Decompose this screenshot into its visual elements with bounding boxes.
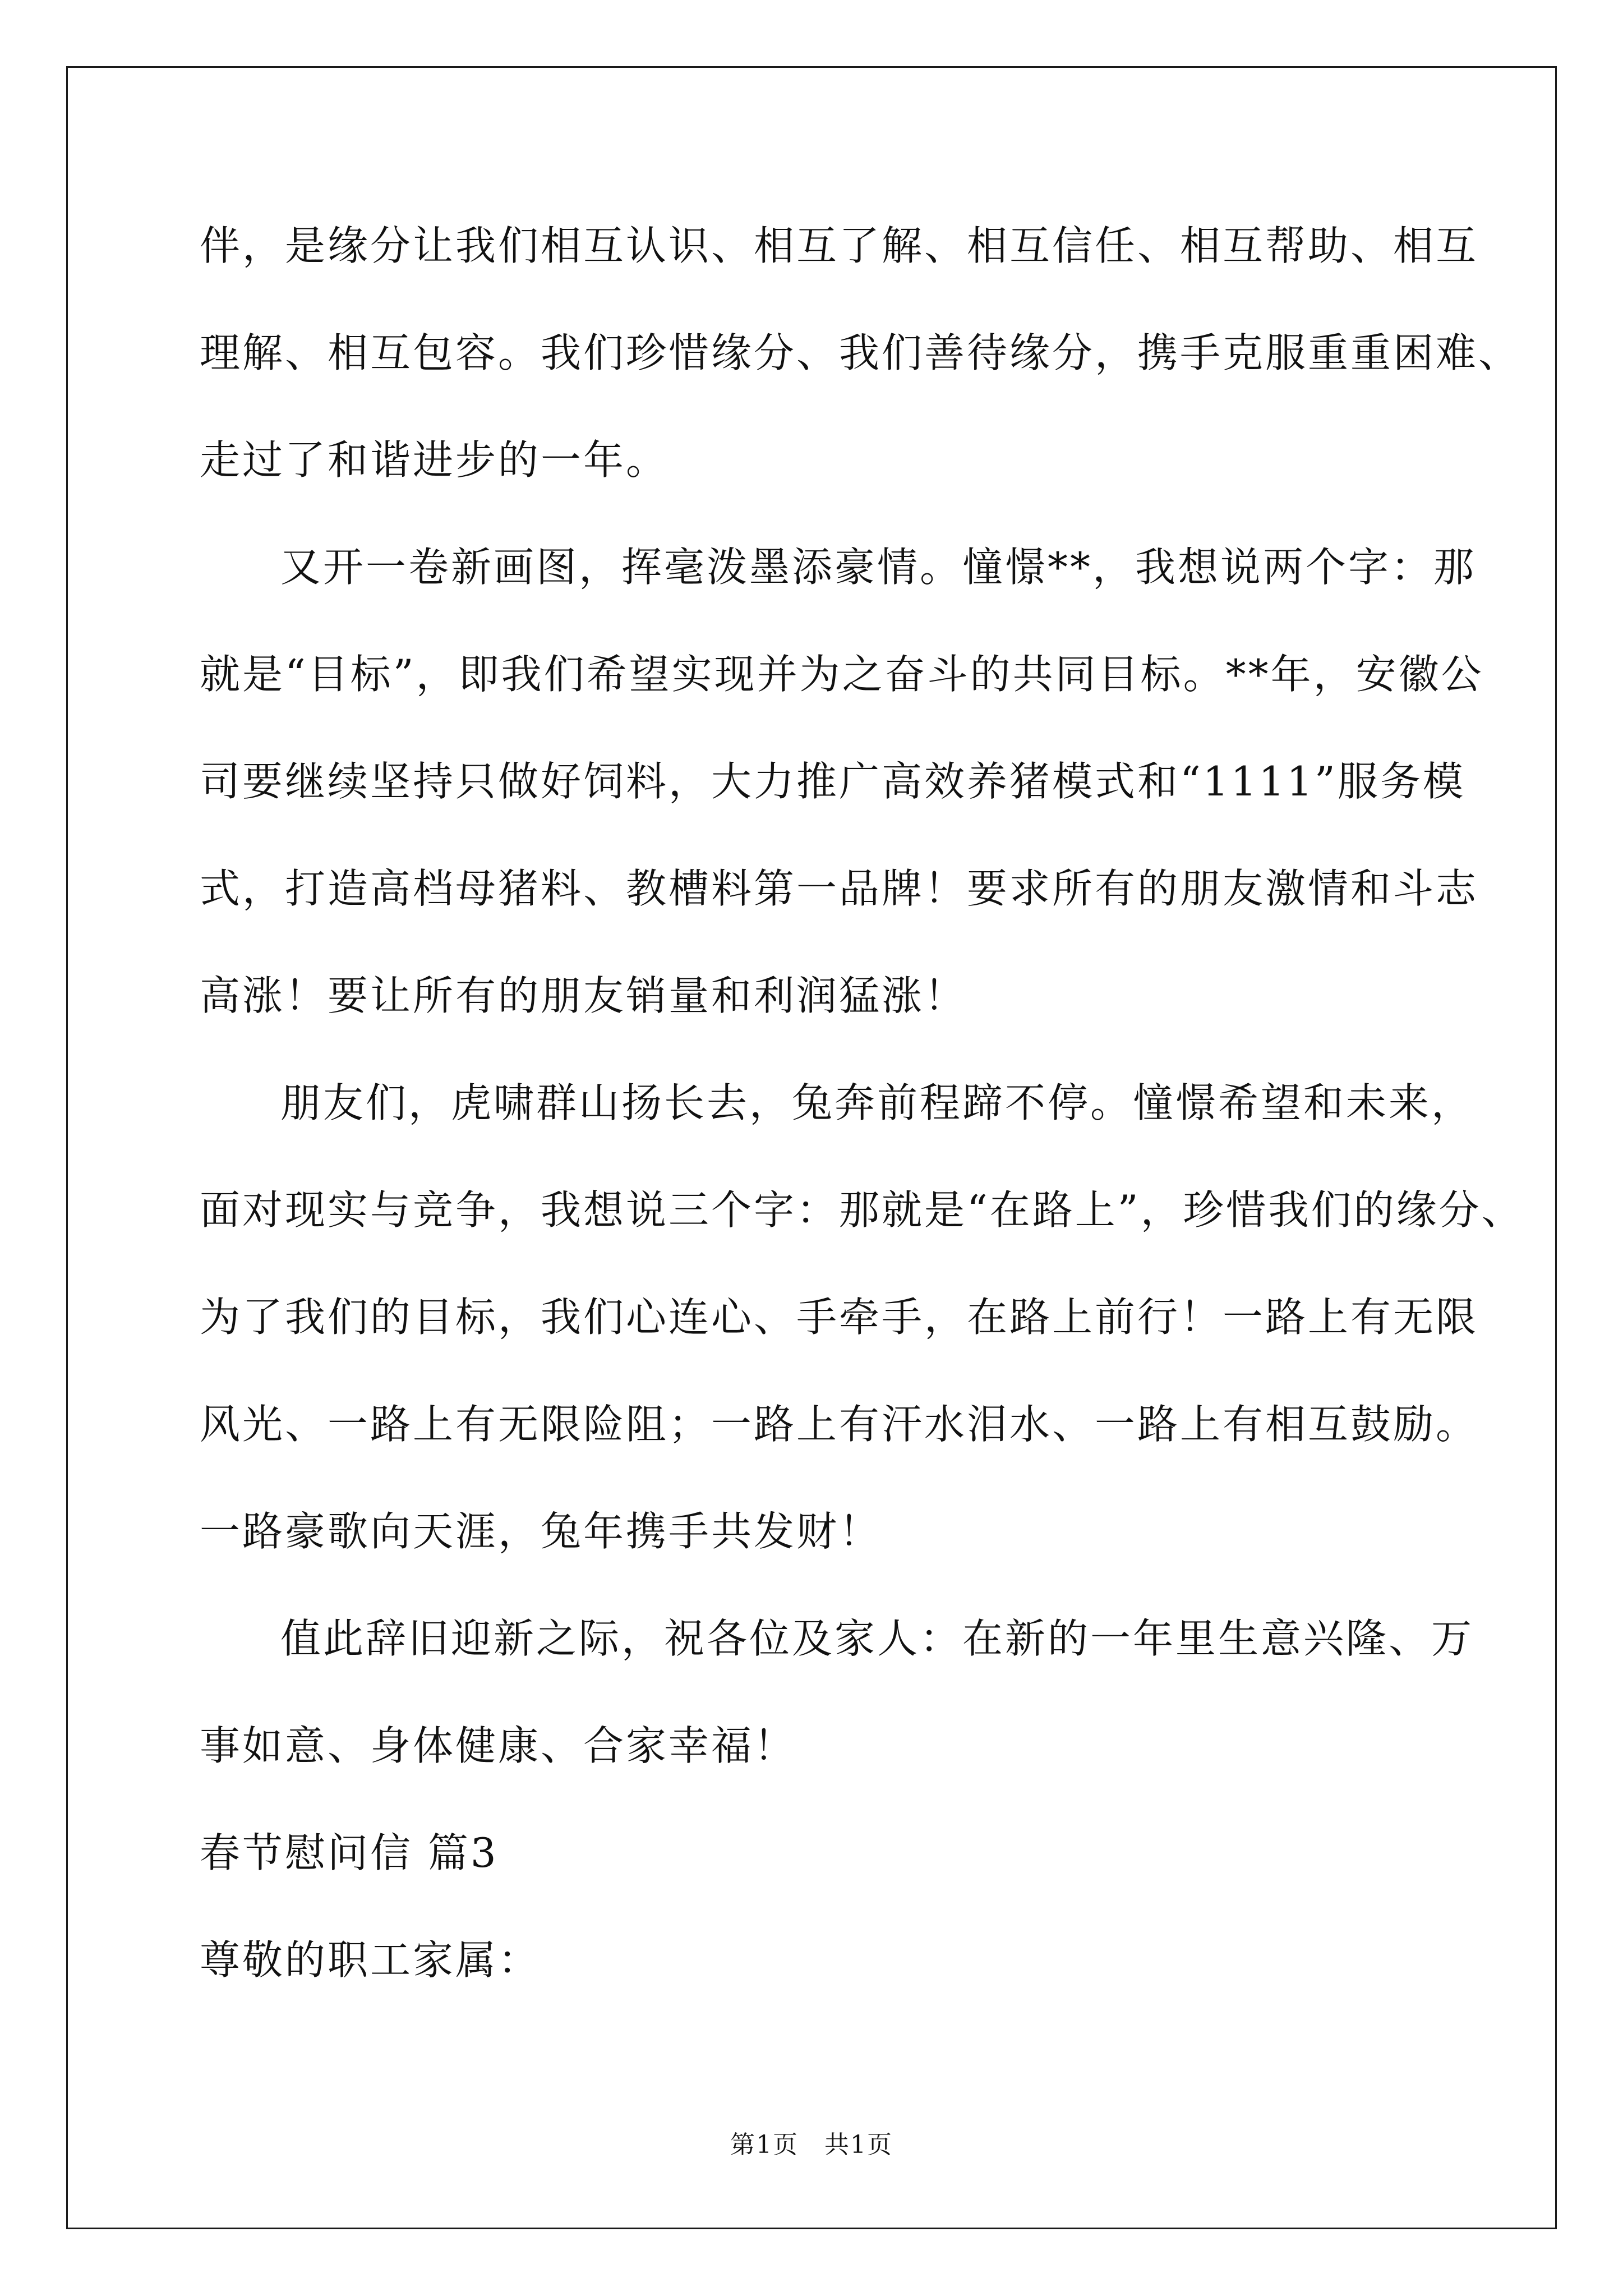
page-border: [66, 66, 1557, 2229]
page-number-footer: 第1页 共1页: [730, 2131, 893, 2159]
paragraph-start: 又开一卷新画图，挥毫泼墨添豪情。憧憬**，我想说两个字：那: [280, 544, 1477, 591]
text-line: 就是“目标”，即我们希望实现并为之奋斗的共同目标。**年，安徽公: [200, 651, 1484, 698]
text-line: 走过了和谐进步的一年。: [200, 436, 669, 484]
text-line: 司要继续坚持只做好饲料，大力推广高效养猪模式和“1111”服务模: [200, 758, 1465, 805]
text-line: 一路豪歌向天涯，兔年携手共发财！: [200, 1508, 882, 1555]
text-line: 为了我们的目标，我们心连心、手牵手，在路上前行！一路上有无限: [200, 1294, 1479, 1341]
text-line: 理解、相互包容。我们珍惜缘分、我们善待缘分，携手克服重重困难、: [200, 329, 1521, 376]
paragraph-start: 值此辞旧迎新之际，祝各位及家人：在新的一年里生意兴隆、万: [280, 1615, 1474, 1662]
text-line: 事如意、身体健康、合家幸福！: [200, 1722, 797, 1769]
text-line: 伴，是缘分让我们相互认识、相互了解、相互信任、相互帮助、相互: [200, 222, 1479, 269]
text-line: 式，打造高档母猪料、教槽料第一品牌！要求所有的朋友激情和斗志: [200, 865, 1479, 912]
paragraph-start: 朋友们，虎啸群山扬长去，兔奔前程蹄不停。憧憬希望和未来，: [280, 1079, 1474, 1126]
section-heading: 春节慰问信 篇3: [200, 1829, 499, 1876]
text-line: 高涨！要让所有的朋友销量和利润猛涨！: [200, 972, 967, 1019]
salutation: 尊敬的职工家属：: [200, 1936, 541, 1984]
text-line: 风光、一路上有无限险阻；一路上有汗水泪水、一路上有相互鼓励。: [200, 1401, 1479, 1448]
text-line: 面对现实与竞争，我想说三个字：那就是“在路上”，珍惜我们的缘分、: [200, 1186, 1524, 1234]
